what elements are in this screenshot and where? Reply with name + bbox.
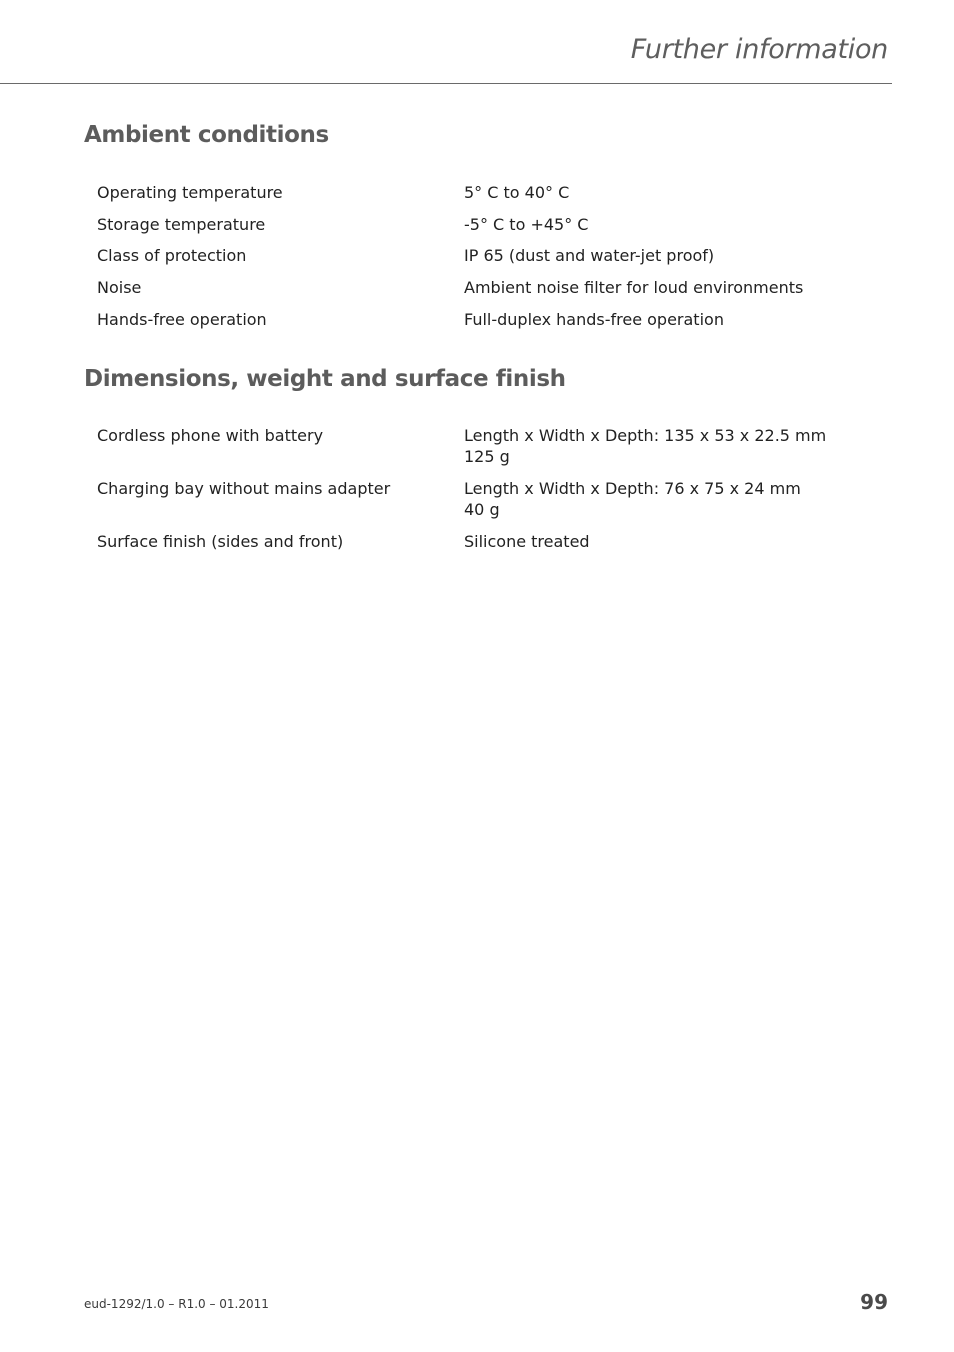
spec-value	[464, 245, 817, 266]
spec-value-line: 125 g	[464, 447, 510, 466]
header-divider	[0, 83, 892, 84]
spec-value	[464, 531, 817, 552]
section-heading-ambient-conditions: Ambient conditions	[84, 122, 329, 148]
spec-label: Hands-free operation	[97, 309, 267, 329]
spec-value	[464, 309, 817, 330]
spec-value-line: 40 g	[464, 500, 500, 519]
spec-value	[464, 182, 817, 203]
spec-value-line: Length x Width x Depth: 76 x 75 x 24 mm	[464, 479, 801, 498]
section-heading-dimensions: Dimensions, weight and surface finish	[84, 366, 566, 392]
spec-label: Cordless phone with battery	[97, 426, 324, 445]
table-row	[97, 478, 817, 520]
page-header-title: Further information	[630, 34, 888, 65]
dimensions-table	[97, 425, 827, 563]
spec-label: Class of protection	[97, 246, 247, 266]
footer-document-id: eud-1292/1.0 – R1.0 – 01.2011	[84, 1297, 269, 1311]
ambient-conditions-table	[97, 182, 817, 340]
spec-value-line: Ambient noise filter for loud environments	[464, 278, 804, 298]
spec-label: Noise	[97, 278, 142, 298]
spec-label: Charging bay without mains adapter	[97, 479, 391, 498]
spec-value-line: -5° C to +45° C	[464, 214, 589, 234]
table-row	[97, 309, 817, 330]
spec-value-line: Silicone treated	[464, 532, 590, 551]
spec-label: Surface finish (sides and front)	[97, 532, 344, 551]
table-row	[97, 214, 817, 235]
spec-value	[464, 214, 817, 235]
table-row	[97, 245, 817, 266]
spec-value-line: IP 65 (dust and water-jet proof)	[464, 246, 715, 266]
table-row	[97, 531, 817, 552]
table-row	[97, 277, 817, 298]
spec-value-line: 5° C to 40° C	[464, 183, 570, 202]
spec-label: Operating temperature	[97, 183, 283, 202]
table-row	[97, 182, 817, 203]
spec-value	[464, 478, 817, 520]
spec-value	[464, 277, 817, 298]
table-row	[97, 425, 827, 467]
footer-page-number: 99	[860, 1290, 888, 1314]
spec-value	[464, 425, 826, 467]
spec-value-line: Length x Width x Depth: 135 x 53 x 22.5 mm	[464, 426, 827, 445]
spec-value-line: Full-duplex hands-free operation	[464, 309, 724, 329]
spec-label: Storage temperature	[97, 214, 266, 234]
